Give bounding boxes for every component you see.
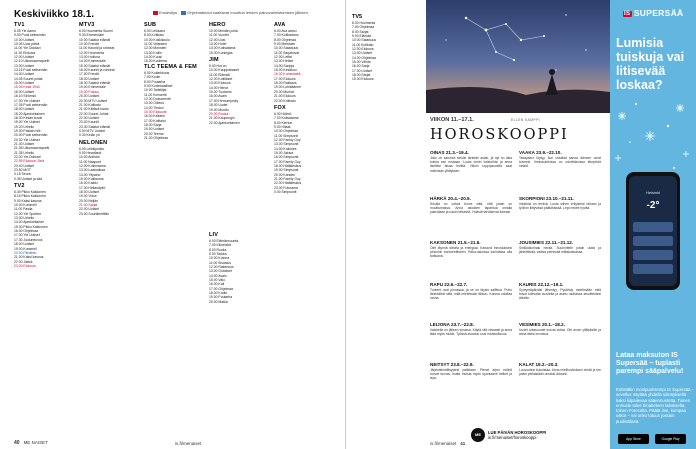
- program-listing: 10.00 Kotona: [209, 256, 230, 261]
- program-listing: 11.00 Sisustus: [209, 260, 231, 265]
- horoscope-sign: [519, 362, 601, 376]
- program-listing: 16.00 Kummisetä: [274, 72, 301, 77]
- sign-text: Valokeila on jälleen sinussa. Käytä sitä viisaasti ja anna tilaa myös muille. Työssä avautuu uusi mahdollisuus.: [430, 328, 512, 337]
- program-listing: 11.00 Vuodet: [209, 33, 229, 38]
- program-listing: 11.00 Konsertti: [144, 92, 167, 97]
- program-listing: 14.00 Tiedon: [144, 105, 164, 110]
- tv-column: [144, 20, 206, 64]
- program-listing: 12.00 Huomenta: [79, 50, 105, 55]
- program-listing: 0.35 Uutiset ja sää: [14, 176, 43, 181]
- program-listing: 11.00 Simpsonit: [274, 133, 299, 138]
- program-listing: 19.00 Simpsonit: [274, 168, 299, 173]
- program-listing: 12.00 Kotirintama: [79, 163, 106, 168]
- sign-text: Tunteet ovat pinnassa, ja se on täysin sallittua. Puhu läheisillesi siitä, mitä mielessäsi liikkuu. Kotona odottaa rauha.: [430, 288, 512, 301]
- horoscope-sign: [519, 282, 601, 301]
- program-listing: 15.00 Kuningas: [209, 50, 233, 55]
- program-listing: 20.00 Murhat: [274, 89, 294, 94]
- tv-column: [79, 20, 141, 216]
- tv-column: [274, 20, 336, 194]
- page-footer: [14, 440, 48, 446]
- lue-link[interactable]: is.fi/menaiset/horoskooppi: [488, 435, 537, 440]
- program-listing: 11.00 Kauniit ja rohkeat: [79, 46, 115, 51]
- program-listing: 9.00 Hot on: [209, 64, 227, 69]
- program-listing: 8.00 Ohjelmaa: [274, 37, 297, 42]
- program-listing: 13.00 Uutiset: [352, 51, 372, 56]
- is-badge: IS: [624, 11, 631, 17]
- program-listing: 19.00 Muutto: [209, 107, 229, 112]
- program-listing: 12.00 Leffat: [274, 55, 292, 60]
- program-listing: 13.15 Puoli seitsemän: [14, 68, 48, 73]
- program-listing: 12.10 Ulkomaanraportit: [14, 59, 50, 64]
- supersaa-advertisement[interactable]: [610, 0, 696, 449]
- program-listing: 8.15 Pikku Kakkonen: [14, 194, 46, 199]
- me-logo: ME: [471, 428, 485, 442]
- program-listing: 23.40 Uutiset: [14, 163, 34, 168]
- program-listing: 18.20 Ajankohtainen: [14, 111, 45, 116]
- program-listing: 15.00 Kuolema: [144, 59, 167, 64]
- program-listing: 9.00 Heartland: [79, 150, 102, 155]
- sign-text: Uudet tuttavuudet tuovat virtaa. Ole avoin yllätyksille ja anna itsesi innostua.: [519, 328, 601, 337]
- tv-listing-continuation: [352, 14, 420, 82]
- program-listing: 0.15 Seura: [14, 172, 31, 177]
- program-listing: 11.00 Sarjakuvat: [274, 50, 300, 55]
- program-listing: 23.00 Elokuva: [14, 263, 36, 268]
- program-listing: 10.00 Kokkikoulu: [144, 37, 170, 42]
- program-listing: 6.00 Huomenta: [352, 21, 376, 25]
- screen-temperature: -2°: [646, 200, 660, 211]
- program-listing: 17.00 Hellanäyttö: [79, 185, 106, 190]
- horoscope-sign: [430, 322, 512, 336]
- page-number-right: 41: [460, 441, 466, 446]
- program-listing: 12.00 Dokumentti: [144, 97, 171, 102]
- program-listing: 17.00 Frendit: [79, 72, 99, 77]
- program-listing: 19.00 Lohikäärme: [274, 85, 302, 90]
- program-listing: 11.00 Pasila: [14, 207, 33, 212]
- program-listing: 15.00 Kesäkuu: [274, 68, 297, 73]
- program-listing: 13.00 Urheilu: [14, 216, 35, 221]
- program-listing: 14.00 Kotisatama: [209, 46, 236, 51]
- program-listing: 17.00 Hirmumyrsky: [209, 98, 239, 103]
- program-listing: 20.00 Kahden: [274, 172, 296, 177]
- program-listing: 14.00 Kuusi: [144, 55, 162, 60]
- sign-text: Syntymäpäiväsi lähestyy. Pysähdy miettimään mitä toivot tulevalta vuodelta ja asetu rauhassa tavoitteidesi äärelle.: [519, 288, 601, 301]
- program-listing: 15.00 Elokuvat: [144, 110, 167, 115]
- horoscope-sign: [519, 240, 601, 254]
- program-listing: 6.00 Elämänsuunta: [209, 239, 239, 243]
- program-listing: 19.00 Emmerdale: [79, 85, 106, 90]
- program-listing: 10.00 Salatut elämät: [79, 37, 111, 42]
- channel-heading: MTV3: [79, 22, 95, 28]
- program-listing: 7.00 Kotikartano: [274, 33, 299, 38]
- program-listing: 21.00 Ohjelmaa: [144, 136, 168, 141]
- program-listing: 7.00 Kodin: [144, 75, 161, 80]
- program-listing: 12.00 Monsteri: [144, 46, 167, 51]
- program-listing: 17.30 Jouluneuvos: [14, 237, 43, 242]
- program-listing: 9.00 Merkkien: [274, 42, 296, 47]
- program-listing: 20.00 Neljän: [79, 198, 99, 203]
- sign-text: Luovuutesi kukoistaa. Anna mielikuvituksen viedä ja tee jotain pelkästään omaksi iloksesi.: [519, 368, 601, 377]
- program-listing: 16.00 Uutiset: [14, 89, 34, 94]
- program-listing: 14.00 Uutiset: [14, 72, 34, 77]
- program-listing: 14.00 Sarjoja: [274, 63, 294, 68]
- program-listing: 16.00 Koti: [209, 282, 225, 287]
- program-listing: 10.05 Uusi päivä: [14, 42, 40, 47]
- program-listing: 22.30 Uutiset: [79, 115, 99, 120]
- program-listing: 10.00 Salaisuus: [352, 38, 377, 43]
- program-listing: 13.00 Kotiin: [144, 50, 162, 55]
- program-listing: 10.00 Kauppakassit: [209, 68, 239, 73]
- channel-heading: TV5: [352, 14, 363, 20]
- channel-heading: TV1: [14, 22, 25, 28]
- sign-name: VESIMIES 20.1.–18.2.: [519, 322, 565, 327]
- program-listing: 6.00 Leikkipuisto: [79, 146, 105, 151]
- program-listing: 20.30 Yle Uutiset: [14, 137, 40, 142]
- channel-heading: TV2: [14, 183, 25, 190]
- program-listing: 13.00 Simpsonit: [274, 142, 299, 147]
- horoscope-sign: [430, 150, 512, 173]
- sign-name: JOUSIMIES 22.11.–21.12.: [519, 240, 574, 245]
- sign-name: HÄRKÄ 20.4.–20.5.: [430, 196, 471, 201]
- program-listing: 20.00 Puoli seitsemän: [14, 133, 48, 138]
- sign-name: RAPU 22.6.–22.7.: [430, 282, 468, 287]
- program-listing: 10.00 Arkistot: [79, 155, 100, 160]
- sign-text: Intuitiosi on terävä. Luota siihen erityisesti rahaan ja työhön liittyvissä päätöksissä. Lepo tekee hyvää.: [519, 202, 601, 211]
- legend: [150, 10, 309, 15]
- horoscope-sign: [430, 196, 512, 215]
- channel-heading: AVA: [274, 22, 286, 28]
- program-listing: 9.00 Hitaat: [274, 124, 291, 129]
- program-listing: 17.05 Puoli seitsemän: [14, 102, 48, 107]
- program-listing: 10.00 Kummeli: [14, 203, 37, 208]
- program-listing: 12.00 Rakennus: [209, 265, 234, 270]
- program-listing: 7.00 Kiinteistöt: [209, 243, 232, 248]
- program-listing: 8.00 Ruoka: [209, 247, 227, 252]
- program-listing: 15.00 Salatut elämät: [79, 63, 111, 68]
- tv-column: [144, 62, 206, 141]
- program-listing: 6.40 Pikku Kakkonen: [14, 190, 46, 195]
- program-listing: 22.00 Kotikatu: [274, 98, 296, 103]
- program-listing: 11.00 Naapurit: [79, 159, 101, 164]
- program-listing: 18.00 Kodin: [209, 291, 228, 296]
- program-listing: 19.00 Elokuva: [352, 77, 374, 82]
- program-listing: 20.30 MTV Uutiset: [79, 98, 108, 103]
- program-listing: 11.00 Yle Dokkari: [14, 46, 41, 51]
- horoscope-title: HOROSKOOPPI: [430, 127, 569, 143]
- sign-name: NEITSYT 23.8.–22.9.: [430, 362, 474, 367]
- program-listing: 14.00 Emmerdale: [79, 59, 106, 64]
- program-listing: 16.00 Kauniit ja rohkeat: [79, 68, 115, 73]
- program-listing: 19.00 Puutarha: [209, 295, 233, 300]
- channel-heading: NELONEN: [79, 139, 108, 146]
- program-listing: 16.10 Strömsö: [14, 94, 37, 99]
- program-listing: 14.00 Hienot: [209, 85, 229, 90]
- sign-name: VAAKA 23.9.–22.10.: [519, 150, 562, 155]
- program-listing: 7.00 Ohjelmaa: [352, 25, 375, 30]
- premiere-marker: [153, 11, 158, 15]
- horoscope-author: ELLEN KAMPPI: [511, 118, 540, 122]
- snowflakes-graphic: [610, 96, 696, 176]
- program-listing: 21.00 Kaupungin: [209, 116, 235, 121]
- note-marker: [181, 11, 186, 15]
- program-listing: 23.00 Kauniit: [79, 120, 99, 125]
- program-listing: 11.30 Elokuva: [14, 50, 36, 55]
- program-listing: 15.00 Pikku Kakkonen: [14, 224, 48, 229]
- channel-heading: TLC TEEMA & FEM: [144, 64, 197, 70]
- program-listing: 12.00 Uusi: [209, 37, 226, 42]
- program-listing: 12.00 Elokuva: [352, 47, 374, 52]
- program-listing: 21.00 Kaksi kasvoa: [14, 255, 44, 260]
- program-listing: 10.30 Frendit: [79, 42, 99, 47]
- program-listing: 16.00 Avain: [209, 94, 227, 99]
- program-listing: 10.00 Ohjelmaa: [274, 129, 298, 134]
- program-listing: 16.00 Kellarin: [144, 114, 165, 119]
- program-listing: 6.05 Yle Aamu: [14, 29, 36, 33]
- tv-listings-page: [0, 0, 346, 449]
- program-listing: 20.00 Uutiset: [79, 94, 99, 99]
- channel-heading: FOX: [274, 104, 286, 111]
- program-listing: 13.00 Hetket: [274, 59, 294, 64]
- program-listing: 8.00 Puutarha: [144, 79, 166, 84]
- program-listing: 14.00 Ajankohtaiset: [14, 220, 44, 225]
- program-listing: 18.00 Uutiset: [79, 190, 99, 195]
- program-listing: 19.30 Pasilan hiili: [14, 128, 41, 133]
- program-listing: 21.00 Family Guy: [274, 177, 301, 181]
- sign-name: KAKSONEN 21.5.–21.6.: [430, 240, 481, 245]
- horoscope-week: [430, 117, 474, 123]
- ad-headline: Lumisia tuiskuja vai litisevää loskaa?: [616, 36, 685, 92]
- program-listing: 12.00 Family Guy: [274, 137, 301, 142]
- program-listing: 21.00 Sarjat: [79, 203, 98, 208]
- program-listing: 13.00 Hotel: [209, 42, 227, 47]
- program-listing: 17.00 Family Guy: [274, 159, 301, 164]
- program-listing: 15.00 Uutiset: [14, 81, 34, 86]
- program-listing: 18.00 Uutiset: [14, 107, 34, 112]
- program-listing: 9.00 Puoli seitsemän: [14, 33, 46, 38]
- program-listing: 17.00 Yle Uutiset: [14, 233, 40, 238]
- page-title: Keskiviikko 18.1.: [14, 9, 95, 20]
- program-listing: 13.00 Ostokset: [209, 269, 232, 274]
- lue-title: LUE PÄIVÄN HOROSKOOPPI: [488, 430, 547, 435]
- sign-text: Seikkailunhalu herää. Suunnittele jotain uutta ja jännittävää, vaikka pienessä mittakaavassa.: [519, 246, 601, 255]
- sign-text: Olet täynnä ideoita ja energiaa. Kanavoi innostuksesi johonkin konkreettiseen. Raha-asioissa kannattaa olla tarkkana.: [430, 246, 512, 259]
- program-listing: 23.00 Suurlähettiläs: [79, 211, 109, 216]
- channel-heading: JIM: [209, 57, 219, 64]
- program-listing: 23.30 Salatut elämät: [79, 124, 111, 129]
- program-listing: 11.00 Elämää: [209, 72, 230, 77]
- program-listing: 11.00 Kotikatu: [352, 42, 374, 47]
- program-listing: 12.00 Uutiset: [14, 55, 34, 60]
- program-listing: 17.00 Elokuva: [274, 76, 296, 81]
- horoscope-sign: [430, 362, 512, 381]
- program-listing: 23.50 MOT: [14, 168, 31, 172]
- sign-text: Joku on sanonut sinulle tärkeän asian, ja nyt on aika toimia sen mukaan. Luota omiin vaistoihisi ja anna itsellesi aikaa levätä. Viikon loppupuolella saat mieluisan yllätyksen.: [430, 156, 512, 173]
- program-listing: 13.00 Laatuaikaa: [79, 168, 106, 173]
- program-listing: 14.00 Ohjelmaa: [352, 55, 376, 60]
- program-listing: 8.00 Kiertue: [274, 120, 293, 125]
- page-number: 40: [14, 440, 20, 446]
- program-listing: 0.00 Simpsonit: [274, 190, 297, 195]
- program-listing: 16.00 Kaikki: [79, 181, 98, 186]
- program-listing: 18.30 Salatut elämät: [79, 81, 111, 86]
- program-listing: 21.35 Urheilu: [14, 150, 35, 155]
- read-daily-horoscope[interactable]: [488, 430, 546, 440]
- program-listing: 19.00 Yle Uutiset: [14, 120, 40, 125]
- program-listing: 15.00 Kotilauma: [79, 177, 104, 181]
- program-listing: 20.00 Teema: [144, 131, 164, 136]
- program-listing: 6.00 Hölmö: [274, 111, 292, 116]
- program-listing: 13.00 Oikeus: [144, 101, 164, 106]
- tv-column: [209, 230, 271, 304]
- program-listing: 9.00 Tarkka: [209, 252, 227, 257]
- program-listing: 23.00 Futurama: [274, 185, 298, 190]
- program-listing: 18.00 Uudet: [209, 103, 228, 108]
- program-listing: 19.00 Uutiset: [144, 127, 164, 132]
- horoscope-page: [346, 0, 696, 449]
- program-listing: 18.00 Sarja: [144, 123, 162, 128]
- program-listing: 22.00 Jatkot: [14, 259, 33, 264]
- program-listing: 6.00 Ava aamu: [274, 29, 297, 33]
- program-listing: 21.00 Uutiset: [14, 141, 34, 146]
- program-listing: 11.00 Veljesten: [144, 42, 167, 47]
- program-listing: 19.30 Putous: [79, 89, 99, 94]
- program-listing: 8.00 Sarjat: [352, 29, 369, 34]
- program-listing: 16.00 Sarja: [352, 64, 370, 69]
- program-listing: 21.00 Kotikatu: [79, 102, 101, 107]
- program-listing: 21.00 Elokuva: [274, 94, 296, 99]
- program-listing: 15.00 Jaksot: [274, 150, 294, 155]
- program-listing: 10.00 Uutiset: [14, 37, 34, 42]
- program-listing: 22.00 Yle Dokkari: [14, 154, 41, 159]
- ad-description: Entistäkin monipuolisempi IS Supersää -sovellus näyttää yhdellä silmäyksellä kaksi kilpailevaa sääennustetta. Toinen ennuste tulee Ilmatieteen laitokselta, toinen Forecalta. Päätä itse, kumpaa uskot – vai onko totuus jossain puolivälissä.: [616, 387, 694, 424]
- program-listing: 22.00 Hätäkeskus: [274, 181, 302, 186]
- program-listing: 13.00 Uutiset: [14, 63, 34, 68]
- horoscope-sign: [519, 196, 601, 210]
- sign-name: SKORPIONI 23.10.–21.11.: [519, 196, 574, 201]
- channel-heading: LIV: [209, 232, 219, 238]
- tv-column: [14, 20, 76, 268]
- program-listing: 13.00 Hulluna: [79, 55, 100, 60]
- program-listing: 18.00 Rakkaus: [274, 81, 297, 86]
- program-listing: 18.30 Kesän kuvat: [14, 115, 43, 120]
- program-listing: 10.00 Meidän juhla: [209, 29, 238, 33]
- program-listing: 0.30 Kelan yö: [79, 133, 100, 138]
- program-listing: 12.00 Kotiläiset: [209, 77, 233, 82]
- program-listing: 18.00 Sarjat: [352, 73, 371, 78]
- program-listing: 15.00 Tuotanto: [209, 90, 232, 95]
- program-listing: 19.00 Kummeli: [14, 246, 37, 251]
- horoscope-sign: [519, 150, 601, 169]
- program-listing: 19.00 Voice: [79, 194, 97, 199]
- program-listing: 14.05 Suuret juhlat: [14, 76, 43, 81]
- supersaa-logo: [610, 8, 696, 18]
- footer-site-right: is.fi/menaiset: [430, 441, 457, 446]
- legend-note: Ohjelmatiedot saattavat muuttua lehden painovalmistumisen jälkeen.: [187, 10, 309, 15]
- channel-heading: SUB: [144, 22, 157, 28]
- program-listing: 17.00 Kotitalot: [144, 118, 166, 123]
- program-listing: 14.00 Ylipaino: [79, 172, 101, 177]
- horoscope-sign: [430, 282, 512, 301]
- program-listing: 9.00 Kaksi kasvoa: [14, 198, 42, 203]
- brand-name: SUPERSÄÄ: [633, 8, 684, 18]
- sign-text: Järjestelmällisyytesi palkitaan. Pienet arjen rutiinit tuovat turvaa, mutta muista myös spontaanit hetket ja lepo.: [430, 368, 512, 381]
- program-listing: 0.00 MTV Uutiset: [79, 128, 106, 133]
- program-listing: 22.00 Uutiset: [79, 207, 99, 212]
- horoscope-sign: [519, 322, 601, 336]
- sign-name: KALAT 19.2.–20.3.: [519, 362, 559, 367]
- sign-name: OINAS 21.3.–19.4.: [430, 150, 469, 155]
- program-listing: 21.05 Ulkomaanraportti: [14, 146, 50, 151]
- legend-premiere: Ensiesitys: [159, 10, 178, 15]
- program-listing: 9.30 Emmerdale: [79, 33, 104, 38]
- channel-heading: HERO: [209, 22, 226, 28]
- ad-call-to-action: Lataa maksuton IS Supersää – tuplasti parempi sääpalvelu!: [616, 352, 684, 376]
- program-listing: 10.00 Taiteilijat: [144, 88, 167, 93]
- program-listing: 6.00 Huomenta Suomi: [79, 29, 113, 33]
- google-play-button[interactable]: Google Play: [655, 434, 686, 444]
- tv-column: [209, 20, 271, 125]
- program-listing: 22.00 Ajankohtainen: [209, 120, 240, 125]
- program-listing: 22.00 Suuret Juhlat: [79, 111, 109, 116]
- footer-site: is.fi/menaiset: [175, 441, 202, 446]
- program-listing: 14.00 Kotimies: [274, 146, 297, 151]
- program-listing: 6.00 Kotiarkkuus: [144, 71, 170, 75]
- program-listing: 10.00 Salaisuus: [274, 46, 299, 51]
- app-screen: [629, 176, 677, 286]
- program-listing: 15.05 Kesä 1944: [14, 85, 40, 90]
- program-listing: 21.30 Kiiltävä kanto: [79, 107, 109, 112]
- magazine-name: ME NAISET: [23, 440, 48, 445]
- program-listing: 20.00 Piilotettu: [14, 250, 37, 255]
- program-listing: 13.00 Elokuva: [209, 81, 231, 86]
- page-footer-right: [430, 441, 465, 446]
- program-listing: 17.00 Ohjelmaa: [209, 286, 233, 291]
- program-listing: 20.00 Matka: [209, 299, 228, 304]
- program-listing: 19.20 Urheilu: [14, 124, 35, 129]
- program-listing: 16.00 Simpsonit: [274, 155, 299, 160]
- program-listing: 7.00 Kotisatama: [274, 116, 299, 121]
- app-store-button[interactable]: App Store: [618, 434, 649, 444]
- program-listing: 9.00 Kuninkaalliset: [144, 84, 173, 89]
- program-listing: 17.00 Yle Uutiset: [14, 98, 40, 103]
- program-listing: 18.00 Hätäkeskus: [274, 163, 302, 168]
- program-listing: 18.00 Uutiset: [14, 242, 34, 247]
- program-listing: 20.00 Ruoka: [209, 111, 229, 116]
- sign-name: KAURIS 22.12.–19.1.: [519, 282, 564, 287]
- sign-text: Tasapaino löytyy, kun uskallat sanoa ääneen omat toiveesi. Ihmissuhteissa on odotettavissa lämpimiä hetkiä.: [519, 156, 601, 169]
- program-listing: 12.00 Yle Sporten: [14, 211, 42, 216]
- program-listing: 9.00 Elämää: [352, 34, 372, 39]
- sign-name: LEIJONA 23.7.–22.8.: [430, 322, 475, 327]
- week-label: VIIKON 11.–17.1.: [430, 117, 474, 123]
- program-listing: 16.00 Ohjelmaa: [14, 229, 38, 234]
- horoscope-sign: [430, 240, 512, 259]
- sign-text: Sinulla on vahva tunne siitä, että jotain on muuttumassa. Anna asioiden tapahtua omalla painollaan ja nauti hetkestä. Ystävät tarvitsevat tukeasi.: [430, 202, 512, 215]
- program-listing: 22.55 Elokuva: Sinä: [14, 159, 45, 164]
- program-listing: 15.00 Valo: [209, 278, 225, 283]
- program-listing: 18.00 Uutiset: [79, 76, 99, 81]
- program-listing: 6.00 Leikkaus: [144, 29, 165, 33]
- program-listing: 17.00 Uutiset: [352, 68, 372, 73]
- program-listing: 15.00 Viihde: [352, 60, 371, 65]
- program-listing: 8.00 Kotikatu: [144, 33, 164, 38]
- program-listing: 14.00 Avain: [209, 273, 227, 278]
- screen-city: Helsinki: [645, 190, 660, 195]
